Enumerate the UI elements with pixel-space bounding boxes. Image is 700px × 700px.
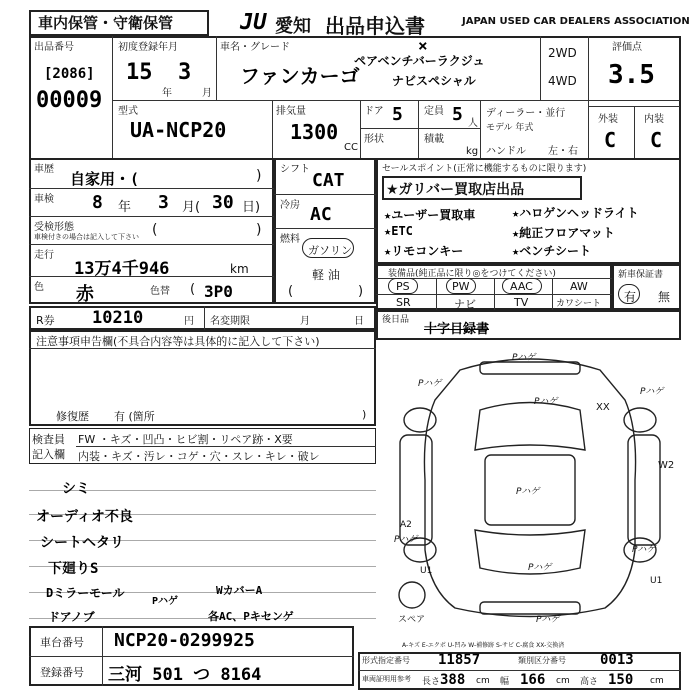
handle-options: 左・右	[548, 146, 578, 157]
length-value: 388	[440, 672, 466, 688]
width-unit: cm	[556, 676, 570, 686]
form-title: 出品申込書	[325, 14, 425, 38]
diagram-mark-3: Pハゲ	[534, 397, 558, 407]
equip-aw: AW	[570, 280, 588, 293]
remark-extra-3: 各AC、Pキセンゲ	[208, 610, 294, 623]
mileage-label: 走行	[34, 250, 54, 261]
fuel-close: )	[358, 284, 364, 299]
inspection-month-unit: 月(	[182, 200, 201, 215]
equipment-label: 装備品(純正品に限り◎をつけてください)	[388, 269, 556, 279]
sales-stamp-text: ★ガリバー買取店出品	[386, 182, 525, 198]
rating-label: 評価点	[612, 42, 642, 53]
equip-sr: SR	[396, 296, 411, 309]
repair-close: )	[362, 408, 367, 421]
remark-4: 下廻りS	[48, 561, 99, 577]
drive-4wd: 4WD	[548, 74, 577, 88]
recycle-amount: 10210	[92, 308, 144, 328]
height-value: 150	[608, 672, 634, 688]
inspection-year: 8	[92, 192, 103, 213]
lot-label: 出品番号	[34, 42, 74, 53]
fuel-label: 燃料	[280, 234, 300, 245]
diagram-mark-12: Pハゲ	[536, 615, 560, 625]
warranty-circle	[618, 284, 640, 304]
dealer-label: ディーラー・並行	[486, 108, 566, 119]
sales-item-2: ★ハロゲンヘッドライト	[512, 206, 639, 220]
equip-tv: TV	[514, 296, 529, 309]
diagram-legend: A-キズ E-エクボ U-凹み W-補修跡 S-サビ C-腐食 XX-交換済	[402, 642, 565, 649]
history-label: 車歴	[34, 164, 54, 175]
warranty-no: 無	[658, 290, 671, 304]
designation-value-2: 0013	[600, 652, 634, 668]
warranty-label: 新車保証書	[618, 270, 664, 280]
mileage-value: 13万4千946	[74, 259, 170, 279]
aircon-label: 冷房	[280, 200, 300, 211]
type-value: UA-NCP20	[130, 118, 227, 142]
diagram-mark-13: Pハゲ	[632, 545, 656, 555]
registration-year-unit: 年	[162, 88, 172, 99]
diagram-mark-7: A2	[400, 520, 412, 530]
name-change-month: 月	[300, 316, 310, 327]
equip-aac: AAC	[510, 280, 533, 293]
later-docs-value: 十字目録書	[424, 322, 490, 337]
inspection-month: 3	[158, 192, 169, 213]
exterior-grade: C	[604, 128, 617, 152]
inspection-day-unit: 日)	[242, 200, 261, 215]
aircon-value: AC	[310, 204, 332, 225]
capacity-value: 5	[452, 104, 463, 125]
chassis-label: 車台番号	[40, 636, 84, 649]
warranty-yes: 有	[624, 290, 637, 304]
grade-line-2: ナビスペシャル	[392, 74, 476, 88]
registration-year: 15	[126, 60, 153, 85]
handle-label: ハンドル	[486, 146, 526, 157]
diagram-mark-1: Pハゲ	[512, 353, 536, 363]
color-code: 3P0	[204, 282, 233, 301]
sales-item-3: ★ETC	[384, 224, 413, 238]
storage-tag-text: 車内保管・守衛保管	[38, 14, 174, 32]
doors-value: 5	[392, 104, 403, 125]
equip-pw: PW	[452, 280, 470, 293]
length-unit: cm	[476, 676, 490, 686]
accepted-sub: 車検付きの場合は記入して下さい	[34, 233, 139, 241]
plate-value: 三河 501 つ 8164	[108, 665, 262, 685]
accepted-close: )	[256, 222, 262, 238]
length-label: 長さ	[422, 677, 441, 687]
lot-bracket: [2086]	[44, 66, 95, 82]
equip-pw-circle	[446, 278, 476, 294]
shape-label: 形状	[364, 134, 384, 145]
mileage-unit: km	[230, 262, 249, 276]
inspection-label: 車検	[34, 194, 54, 205]
interior-grade: C	[650, 128, 663, 152]
equip-navi: ナビ	[454, 298, 476, 311]
exterior-label: 外装	[598, 114, 618, 125]
recycle-row	[29, 306, 376, 330]
ju-logo: JU	[240, 10, 267, 35]
color-value: 赤	[76, 284, 94, 305]
diagram-mark-9: U1	[650, 576, 663, 586]
sales-item-5: ★リモコンキー	[384, 244, 464, 258]
car-name: ファンカーゴ	[240, 64, 360, 88]
remark-3: シートヘタリ	[40, 535, 124, 551]
rating-score: 3.5	[608, 60, 655, 90]
diagram-mark-10: Pハゲ	[516, 487, 540, 497]
fuel-diesel: 軽 油	[312, 268, 340, 282]
inspector-fw-row: FW ・キズ・凹凸・ヒビ割・リペア跡・X要	[78, 433, 293, 446]
plate-label: 登録番号	[40, 666, 84, 679]
color-label: 色	[34, 282, 44, 293]
interior-label: 内装	[644, 114, 664, 125]
later-docs-label: 後日品	[382, 315, 410, 325]
equip-seat: カワシート	[556, 299, 602, 309]
load-unit: kg	[466, 146, 479, 157]
remark-5: Dミラーモール	[46, 586, 125, 600]
remark-2: オーディオ不良	[36, 509, 133, 525]
displacement-value: 1300	[290, 120, 339, 144]
designation-value-1: 11857	[438, 652, 481, 668]
history-value: 自家用・(	[70, 170, 140, 188]
sales-item-1: ★ユーザー買取車	[384, 208, 476, 222]
association-name: JAPAN USED CAR DEALERS ASSOCIATION	[462, 16, 690, 27]
load-label: 積載	[424, 134, 444, 145]
width-label: 幅	[500, 677, 510, 687]
later-docs-block	[376, 310, 681, 340]
chassis-value: NCP20-0299925	[114, 630, 255, 651]
name-change-label: 名変期限	[210, 316, 250, 327]
height-label: 高さ	[580, 677, 599, 687]
designation-label-1: 形式指定番号	[362, 656, 410, 665]
vin-label: 車両証明用参考	[362, 675, 411, 683]
spare-label: スペア	[398, 615, 426, 625]
designation-label-2: 類別区分番号	[518, 656, 566, 665]
diagram-mark-14: Pハゲ	[394, 535, 418, 545]
shift-label: シフト	[280, 164, 310, 175]
grade-line-1: ペアベンチバーラクジュ	[354, 54, 485, 68]
equip-ps-circle	[388, 278, 418, 294]
color-code-paren: (	[190, 282, 196, 297]
remark-extra-1: Pハゲ	[152, 596, 179, 607]
inspector-label: 検査員記入欄	[32, 433, 65, 461]
shift-value: CAT	[312, 170, 345, 191]
displacement-unit: CC	[344, 142, 358, 153]
model-year-label: モデル 年式	[486, 123, 534, 133]
sales-item-6: ★ベンチシート	[512, 244, 591, 258]
inspector-int-row: 内装・キズ・汚レ・コゲ・穴・スレ・キレ・破レ	[78, 450, 320, 463]
registration-month-unit: 月	[202, 88, 212, 99]
inspection-year-unit: 年	[118, 200, 132, 215]
accepted-paren: (	[152, 222, 158, 238]
diagram-mark-5: W2	[658, 460, 675, 471]
sales-item-4: ★純正フロアマット	[512, 226, 615, 240]
capacity-label: 定員	[424, 106, 444, 117]
diagram-mark-4: XX	[596, 402, 610, 413]
diagram-mark-2: Pハゲ	[418, 379, 442, 389]
recycle-label: R券	[36, 314, 55, 327]
displacement-label: 排気量	[276, 106, 306, 117]
car-name-label: 車名・グレード	[220, 42, 290, 53]
accepted-label: 受検形態	[34, 222, 74, 233]
repair-label: 修復歴	[56, 410, 89, 423]
capacity-unit: 人	[468, 118, 478, 129]
inspection-day: 30	[212, 192, 234, 213]
fuel-paren: (	[288, 284, 294, 299]
doors-label: ドア	[364, 106, 384, 117]
fuel-value: ガソリン	[308, 244, 352, 257]
drive-2wd: 2WD	[548, 46, 577, 60]
remark-1: シミ	[62, 481, 90, 497]
registration-label: 初度登録年月	[118, 42, 178, 53]
color-change-label: 色替	[150, 286, 170, 297]
history-close: )	[256, 168, 262, 184]
equip-aac-circle	[502, 278, 542, 294]
equip-ps: PS	[396, 280, 410, 293]
registration-month: 3	[178, 60, 192, 85]
sales-points-label: セールスポイント(正常に機能するものに限ります)	[382, 164, 587, 174]
remark-6: ドアノブ	[48, 610, 95, 624]
name-change-day: 日	[354, 316, 364, 327]
height-unit: cm	[650, 676, 664, 686]
remark-extra-2: WカバーA	[216, 584, 263, 597]
lot-number: 00009	[36, 88, 103, 113]
recycle-unit: 円	[184, 316, 194, 327]
diagram-mark-6: Pハゲ	[640, 387, 664, 397]
diagram-mark-8: U1	[420, 566, 433, 576]
type-label: 型式	[118, 106, 138, 117]
diagram-mark-11: Pハゲ	[528, 563, 552, 573]
repair-value: 有 (箇所	[114, 410, 155, 423]
org-name: 愛知	[275, 16, 311, 37]
width-value: 166	[520, 672, 546, 688]
grade-mark: ×	[418, 36, 428, 55]
notes-label: 注意事項申告欄(不具合内容等は具体的に記入して下さい)	[36, 335, 320, 348]
